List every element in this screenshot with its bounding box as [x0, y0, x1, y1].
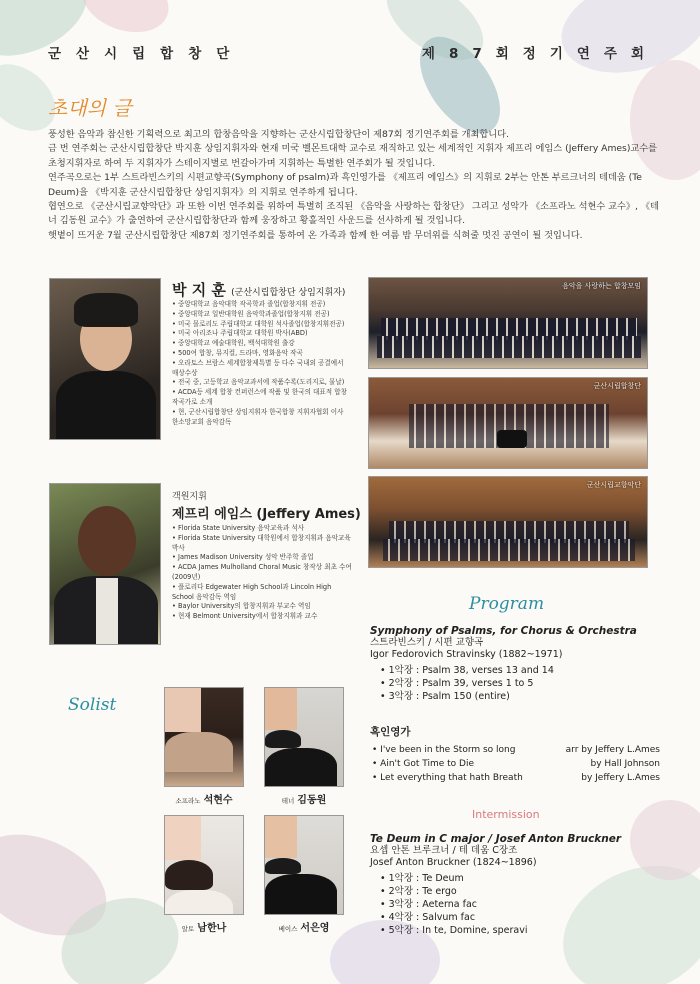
bio-item: • Baylor University의 합창지휘과 부교수 역임	[172, 602, 352, 612]
spiritual-arranger: arr by Jeffery L.Ames	[565, 745, 660, 755]
soloist-caption	[249, 919, 359, 934]
spiritual-song: • Let everything that hath Breath	[372, 771, 523, 785]
conductor-role: (군산시립합창단 상임지휘자)	[231, 288, 346, 298]
bio-item: • Florida State University 음악교육과 석사	[172, 524, 352, 534]
intermission-label: Intermission	[472, 808, 540, 821]
soloist-name: 남한나	[197, 923, 227, 934]
intro-paragraph: 금 번 연주회는 군산시립합창단 박지훈 상임지휘자와 현재 미국 벨몬트대학 교수로 재직하고 있는 세계적인 지휘자 제프리 에임스 (Jeffery Ames)교수를 초청지휘자로 하여 두 지휘자가 스테이지별로 번갈아가며 지휘하는 특별한 연주회가 될 것입니다.	[48, 143, 658, 169]
bio-item: • 현재 Belmont University에서 합창지휘과 교수	[172, 612, 352, 622]
spiritual-song: • Ain't Got Time to Die	[372, 757, 474, 771]
movement-item: • 3악장 : Aeterna fac	[380, 898, 660, 911]
spiritual-item	[372, 771, 660, 785]
program-work-bruckner	[370, 833, 660, 937]
intro-paragraph: 연주곡으로는 1부 스트라빈스키의 시편교향곡(Symphony of psalm)과 흑인영가를 《제프리 에임스》의 지휘로 2부는 안톤 부르크너의 테데움 (Te Deum)을 《박지훈 군산시립합창단 상임지휘자》의 지휘로 연주하게 됩니다.	[48, 172, 642, 198]
movement-item: • 5악장 : In te, Domine, speravi	[380, 924, 660, 937]
group-photo-community-choir	[368, 277, 648, 369]
guest-conductor-photo	[49, 483, 161, 645]
soloist-part: 베이스	[278, 925, 298, 933]
movement-item: • 1악장 : Te Deum	[380, 872, 660, 885]
work-title: Symphony of Psalms, for Chorus & Orchestra	[370, 625, 637, 637]
intro-text	[48, 128, 660, 243]
spiritual-arranger: by Jeffery L.Ames	[581, 773, 660, 783]
spiritual-item	[372, 743, 660, 757]
work-subtitle: 요셉 안톤 브루크너 / 테 데움 C장조	[370, 845, 518, 856]
page-title	[48, 42, 658, 62]
soloist-part: 소프라노	[175, 797, 201, 805]
watercolor-leaf	[72, 0, 177, 44]
choir-row	[377, 336, 641, 358]
choir-row	[409, 404, 609, 426]
program-heading: Program	[469, 594, 545, 614]
movement-list	[380, 664, 660, 703]
bio-item: • ACDA등 세계 합창 컨퍼런스에 작품 및 한국의 대표적 합창작곡가로 소개	[172, 388, 347, 408]
intro-heading: 초대의 글	[48, 96, 132, 120]
group-photo-orchestra	[368, 476, 648, 568]
movement-item: • 4악장 : Salvum fac	[380, 911, 660, 924]
intro-paragraph: 햇볕이 뜨거운 7월 군산시립합창단 제87회 정기연주회를 통하여 온 가족과 함께 한 여름 밤 무더위를 식혀줄 멋진 공연이 될 것입니다.	[48, 229, 583, 241]
soloist-photo-soprano	[164, 687, 244, 787]
bio-item: • Florida State University 대학원에서 합창지휘과 음악교육 박사	[172, 534, 352, 554]
conductor-name	[172, 279, 345, 300]
bio-item: • 500여 합창, 뮤지컬, 드라마, 영화음악 작곡	[172, 349, 347, 359]
choir-name: 군산시립합창단	[48, 46, 245, 62]
concert-number: 제87회정기연주회	[421, 46, 658, 62]
bio-item: • ACDA James Mulholland Choral Music 창작상 최초 수여 (2009년)	[172, 563, 352, 583]
conductor-photo	[49, 278, 161, 440]
soloist-heading: Solist	[68, 695, 117, 715]
photo-caption: 음악을 사랑하는 합창모임	[562, 282, 641, 290]
movement-item: • 3악장 : Psalm 150 (entire)	[380, 690, 660, 703]
guest-conductor-label: 객원지휘	[172, 492, 207, 502]
bio-item: • 오라토스 브람스 세계합창제특별 등 다수 국내외 공결예서 매상수상	[172, 359, 347, 379]
work-composer: Josef Anton Bruckner (1824~1896)	[370, 857, 537, 868]
program-spirituals	[370, 724, 660, 785]
piano	[497, 430, 527, 448]
work-title: Te Deum in C major / Josef Anton Bruckner	[370, 833, 622, 845]
soloist-part: 테너	[281, 797, 295, 805]
movement-item: • 1악장 : Psalm 38, verses 13 and 14	[380, 664, 660, 677]
spiritual-arranger: by Hall Johnson	[590, 759, 660, 769]
bio-item: • 중앙대학교 일반대학원 음악학과졸업(합창지휘 전공)	[172, 310, 347, 320]
soloist-caption	[249, 791, 359, 806]
soloist-name: 김동원	[297, 795, 327, 806]
conductor-bio	[172, 300, 347, 427]
spirituals-list	[370, 743, 660, 785]
bio-item: • 중앙대학교 음악대학 작곡학과 졸업(합창지휘 전공)	[172, 300, 347, 310]
soloist-name: 석현수	[203, 795, 233, 806]
guest-conductor-bio	[172, 524, 352, 622]
bio-item: • James Madison University 성악 반주학 졸업	[172, 553, 352, 563]
soloist-photo-alto	[164, 815, 244, 915]
soloist-name: 서은영	[300, 923, 330, 934]
bio-item: • 전국 중, 고등학교 음악교과서에 작품수록(도리지로, 물날)	[172, 378, 347, 388]
soloist-caption	[149, 919, 259, 934]
soloist-photo-tenor	[264, 687, 344, 787]
soloist-part: 알토	[181, 925, 195, 933]
bio-item: • 현, 군산시립합창단 상임지휘자 한국합창 지휘자협회 이사 한소망교회 음악감독	[172, 408, 347, 428]
spiritual-item	[372, 757, 660, 771]
bio-item: • 중앙대학교 예술대학원, 백석대학원 출강	[172, 339, 347, 349]
work-subtitle: 스트라빈스키 / 시편 교향곡	[370, 637, 484, 648]
movement-item: • 2악장 : Te ergo	[380, 885, 660, 898]
soloist-caption	[149, 791, 259, 806]
spirituals-title: 흑인영가	[370, 726, 411, 738]
bio-item: • 플로리다 Edgewater High School과 Lincoln High School 음악감독 역임	[172, 583, 352, 603]
program-work-stravinsky	[370, 625, 660, 703]
orchestra-row	[383, 539, 635, 561]
movement-item: • 2악장 : Psalm 39, verses 1 to 5	[380, 677, 660, 690]
intro-paragraph: 협연으로 《군산시립교향악단》과 또한 이번 연주회를 위하여 특별히 조직된 《음악을 사랑하는 합창단》 그리고 성악가 《소프라노 석현수 교수》, 《테너 김동원 교수》가 출연하여 군산시립합창단과 함께 웅장하고 황홀적인 사운드를 선사하게 될 것입니다.	[48, 201, 659, 227]
bio-item: • 미국 몰로리도 주립대학교 대학원 석사졸업(합창지휘전공)	[172, 320, 347, 330]
spiritual-song: • I've been in the Storm so long	[372, 743, 515, 757]
movement-list	[380, 872, 660, 937]
bio-item: • 미국 아리조나 주립대학교 대학원 박사(ABD)	[172, 329, 347, 339]
group-photo-city-choir	[368, 377, 648, 469]
soloist-photo-bass	[264, 815, 344, 915]
work-composer: Igor Fedorovich Stravinsky (1882~1971)	[370, 649, 563, 660]
intro-paragraph: 풍성한 음악과 참신한 기획력으로 최고의 합창음악을 지향하는 군산시립합창단이 제87회 정기연주회를 개최합니다.	[48, 129, 509, 140]
guest-conductor-name: 제프리 에임스 (Jeffery Ames)	[172, 507, 361, 522]
photo-caption: 군산시립합창단	[593, 382, 641, 390]
photo-caption: 군산시립교향악단	[586, 481, 641, 489]
conductor-name-text: 박 지 훈	[172, 281, 226, 299]
